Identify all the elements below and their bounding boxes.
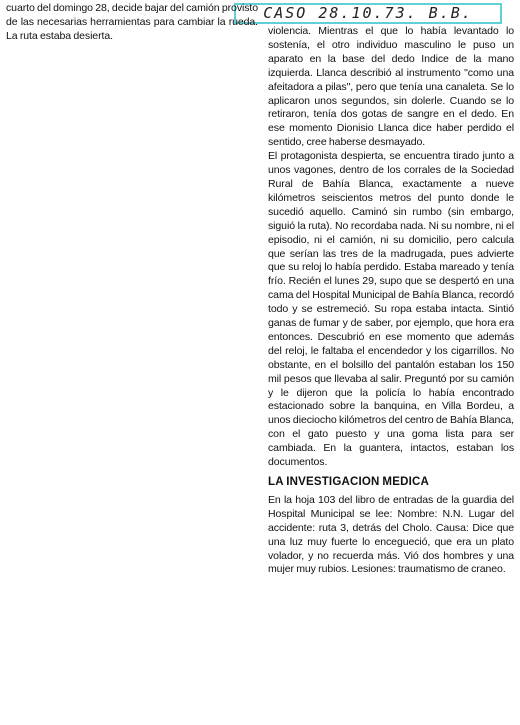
- right-paragraph-3: En la hoja 103 del libro de entradas de la guardia del Hospital Municipal se lee: Nombre: N.N. Lugar del accidente: ruta 3, detrás del Cholo. Causa: Dice que una luz muy fuerte lo encegueció, que era un plato volador, y no recuerda más. Vió dos hombres y una mujer muy rubios. Lesiones: traumatismo de craneo.: [268, 493, 514, 576]
- left-paragraph-1: cuarto del domingo 28, decide bajar del camión provisto de las necesarias herramientas para cambiar la rueda. La ruta estaba desierta.: [6, 2, 258, 42]
- section-heading: LA INVESTIGACION MEDICA: [268, 476, 429, 488]
- right-paragraph-2: El protagonista despierta, se encuentra tirado junto a unos vagones, dentro de los corrales de la Sociedad Rural de Bahía Blanca, exactamente a nueve kilómetros seiscientos metros del punto donde le sucedió aquello. Caminó sin rumbo (sin embargo, siguió la ruta). No recordaba nada. Ni su nombre, ni el episodio, ni el camión, ni su domicilio, pero calcula que serían las tres de la madrugada, pues advierte que su reloj lo había perdido. Estaba mareado y tenía frío. Recién el lunes 29, supo que se despertó en una cama del Hospital Municipal de Bahía Blanca, recordó todo y se estremeció. Su ropa estaba intacta. Sintió ganas de fumar y de saber, por ejemplo, que hora era entonces. Descubrió en ese momento que además del reloj, le faltaba el encendedor y los cigarrillos. No obstante, en el bolsillo del pantalón estaban los 150 mil pesos que llevaba al salir. Preguntó por su camión y le dijeron que la policía lo había encontrado estacionado sobre la banquina, en Villa Bordeu, a unos dieciocho kilómetros del centro de Bahía Blanca, con el gato puesto y una goma lista para ser cambiada. En la guantera, intactos, estaban los documentos.: [268, 150, 514, 469]
- case-stamp-label: CASO 28.10.73. B.B.: [263, 4, 473, 22]
- right-paragraph-1: violencia. Mientras el que lo había levantado lo sostenía, el otro individuo masculino le puso un aparato en la base del dedo Indice de la mano izquierda. Llanca describió al instrumento "como una afeitadora a pilas", pero que tenía una canaleta. Se lo aplicaron unos segundos, sin dolerle. Cuando se lo retiraron, tenía dos gotas de sangre en el dedo. En ese momento Dionisio Llanca dice haber perdido el sentido, cree haberse desmayado.: [268, 25, 514, 149]
- right-column: [268, 25, 514, 577]
- left-column: [6, 2, 258, 44]
- case-stamp: [234, 3, 502, 24]
